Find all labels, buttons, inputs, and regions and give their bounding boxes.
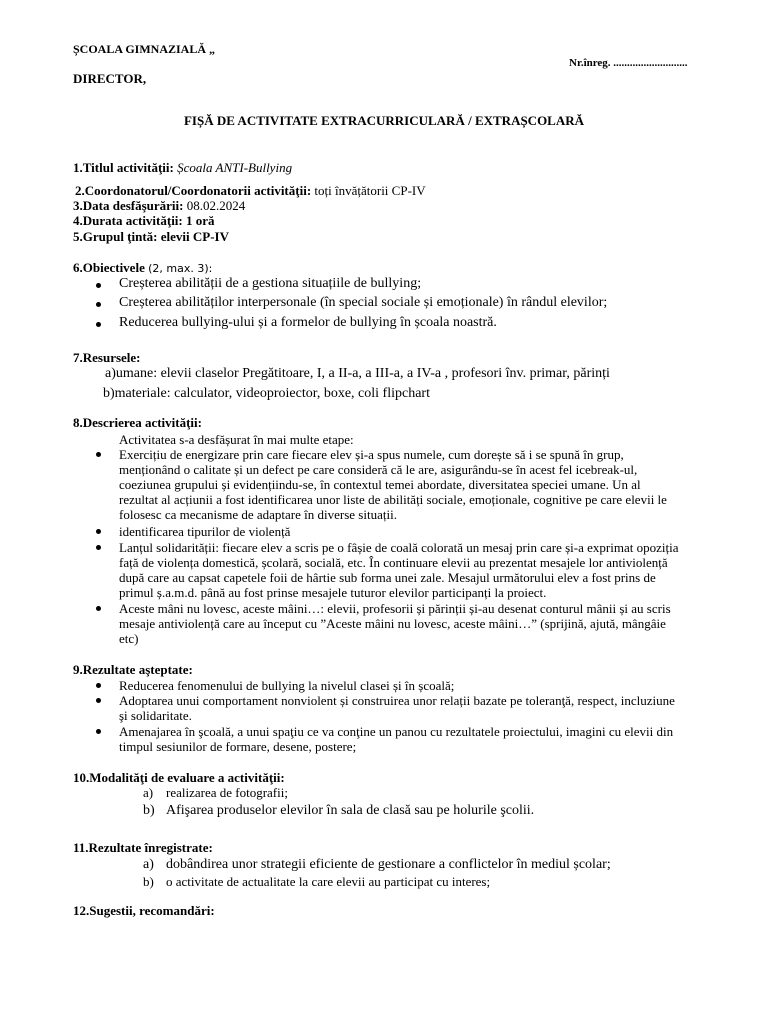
section-4: 4.Durata activităţii: 1 oră	[73, 213, 215, 228]
expected-result: Adoptarea unui comportament nonviolent și construirea unor relații bazate pe toleranţă, respect, incluziune	[119, 693, 675, 708]
bullet-icon	[96, 698, 101, 703]
description-line: rezultat al acțiunii a fost identificarea unor liste de abilități sociale, emoționale, cognitive pe care elevii le	[119, 492, 667, 507]
description-line: mesaje antiviolență care au început cu ”Aceste mâini nu lovesc, aceste mâini…” (sprijină, ajută, mângâie	[119, 616, 666, 631]
objective-item: Reducerea bullying-ului și a formelor de bullying în școala noastră.	[119, 315, 497, 330]
section-2-label: 2.Coordonatorul/Coordonatorii activităţii:	[75, 183, 312, 198]
bullet-icon	[96, 529, 101, 534]
expected-result: Reducerea fenomenului de bullying la nivelul clasei și în școală;	[119, 678, 455, 693]
expected-result: timpul sesiunilor de formare, desene, postere;	[119, 739, 357, 754]
activity-date: 08.02.2024	[186, 198, 246, 213]
description-line: Lanțul solidarității: fiecare elev a scris pe o fâșie de coală colorată un mesaj prin care și-a exprimat opoziția	[119, 540, 679, 555]
document-title: FIȘĂ DE ACTIVITATE EXTRACURRICULARĂ / EXTRAȘCOLARĂ	[183, 113, 585, 128]
section-5: 5.Grupul ţintă: elevii CP-IV	[73, 229, 229, 244]
section-1	[73, 160, 292, 176]
list-marker: b)	[143, 874, 154, 889]
description-line: menționând o calitate și un defect pe care consideră că le are, asigurându-se în acest fel icebreak-ul,	[119, 462, 638, 477]
objective-item: Creșterea abilității de a gestiona situațiile de bullying;	[119, 276, 422, 291]
objectives-note: (2, max. 3):	[148, 262, 213, 275]
description-line: față de violența domestică, școlară, socială, etc. În continuare elevii au prezentat mesajele lor antiviolență	[119, 555, 668, 570]
section-9-label: 9.Rezultate aşteptate:	[73, 662, 193, 677]
recorded-result: dobândirea unor strategii eficiente de gestionare a conflictelor în mediul școlar;	[166, 857, 611, 872]
bullet-icon	[96, 322, 101, 327]
section-7-label: 7.Resursele:	[73, 350, 141, 365]
section-11-label: 11.Rezultate înregistrate:	[73, 840, 213, 855]
registration-number: Nr.înreg. ...........................	[569, 57, 688, 69]
school-name: ȘCOALA GIMNAZIALĂ „	[73, 42, 216, 56]
description-line: după care au capsat capetele foii de hârtie sub forma unei zale. Mesajul următorului elev a fost prins de	[119, 570, 656, 585]
objective-item: Creșterea abilităților interpersonale (în special sociale și emoționale) în rândul elevilor;	[119, 295, 608, 310]
bullet-icon	[96, 452, 101, 457]
description-line: identificarea tipurilor de violență	[119, 524, 291, 539]
description-line: etc)	[119, 631, 139, 646]
bullet-icon	[96, 545, 101, 550]
list-marker: a)	[143, 785, 154, 800]
section-3	[73, 198, 245, 214]
director-label: DIRECTOR,	[73, 71, 147, 86]
section-10-label: 10.Modalităţi de evaluare a activităţii:	[73, 770, 285, 785]
section-12-label: 12.Sugestii, recomandări:	[73, 903, 215, 918]
description-line: Aceste mâni nu lovesc, aceste mâini…: elevii, profesorii și părinții și-au desenat conturul mânii și au scris	[119, 601, 671, 616]
activity-title: Școala ANTI-Bullying	[177, 160, 293, 175]
description-line: folosesc ca mecanisme de adaptare în diverse situații.	[119, 507, 397, 522]
section-8-label: 8.Descrierea activităţii:	[73, 415, 202, 430]
resources-human: a)umane: elevii claselor Pregătitoare, I, a II-a, a III-a, a IV-a , profesori înv. primar, părinți	[105, 366, 610, 381]
recorded-result: o activitate de actualitate la care elevii au participat cu interes;	[166, 874, 491, 889]
section-1-label: 1.Titlul activităţii:	[73, 160, 174, 175]
section-6-label: 6.Obiectivele	[73, 260, 145, 275]
description-intro: Activitatea s-a desfășurat în mai multe etape:	[119, 432, 354, 447]
section-3-label: 3.Data desfăşurării:	[73, 198, 184, 213]
bullet-icon	[96, 683, 101, 688]
bullet-icon	[96, 729, 101, 734]
description-line: Exercițiu de energizare prin care fiecare elev și-a spus numele, cum dorește să i se spună în grup,	[119, 447, 624, 462]
coordinators: toți învățătorii CP-IV	[314, 183, 426, 198]
list-marker: b)	[143, 803, 155, 818]
resources-material: b)materiale: calculator, videoproiector, boxe, coli flipchart	[103, 386, 430, 401]
section-6	[73, 260, 212, 276]
section-2	[75, 183, 426, 199]
description-line: primul ș.a.m.d. până au fost prinse mesajele tuturor elevilor participanți la proiect.	[119, 585, 547, 600]
evaluation-item: Afişarea produselor elevilor în sala de clasă sau pe holurile şcolii.	[166, 803, 535, 818]
expected-result: Amenajarea în şcoală, a unui spaţiu ce va conţine un panou cu rezultatele proiectului, imagini cu elevii din	[119, 724, 674, 739]
bullet-icon	[96, 302, 101, 307]
evaluation-item: realizarea de fotografii;	[166, 785, 288, 800]
bullet-icon	[96, 283, 101, 288]
expected-result: şi solidaritate.	[119, 708, 192, 723]
bullet-icon	[96, 606, 101, 611]
description-line: coeziunea grupului și evidențiindu-se, în contextul temei abordate, diversitatea speciei umane. Un al	[119, 477, 641, 492]
list-marker: a)	[143, 857, 154, 872]
